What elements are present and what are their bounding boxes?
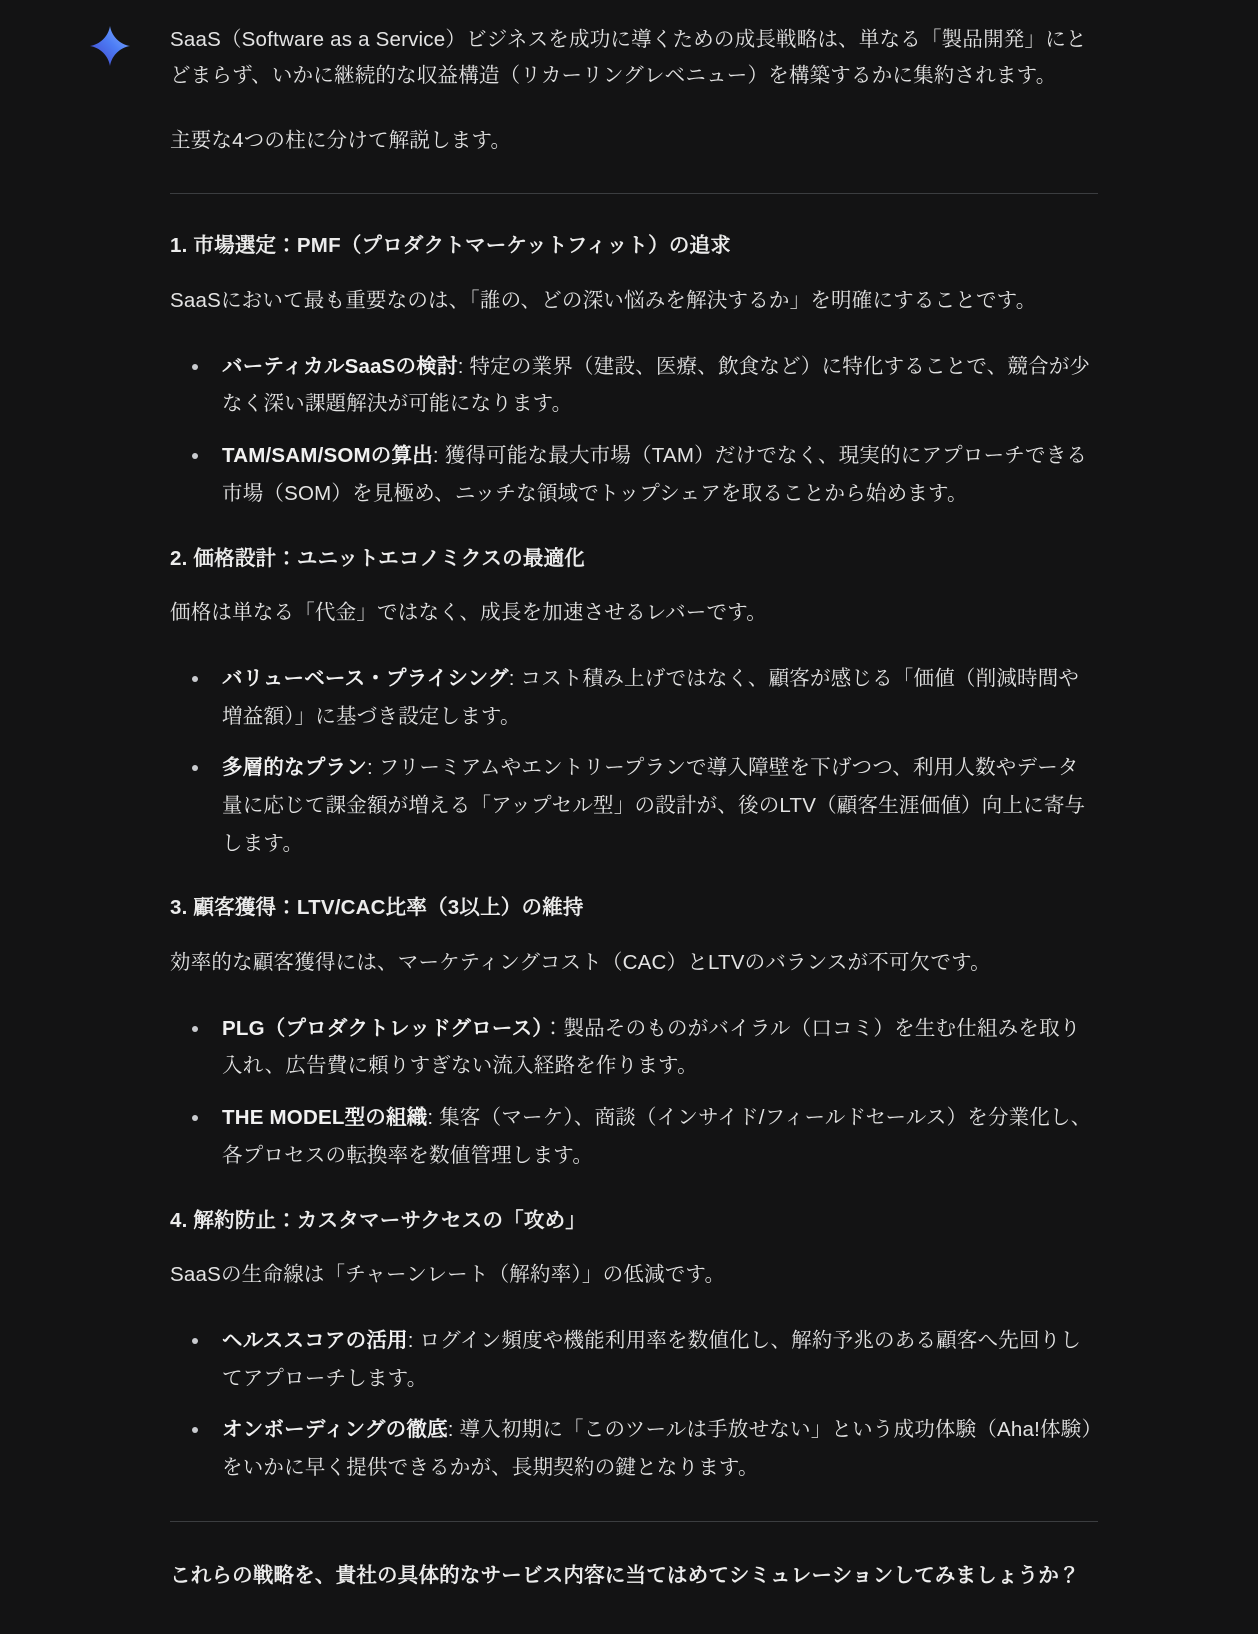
section-4-bullet-list [170, 1322, 1098, 1487]
message-body [170, 22, 1098, 1594]
bullet-item [170, 749, 1098, 862]
section-4-heading: 4. 解約防止：カスタマーサクセスの「攻め」 [170, 1208, 586, 1232]
bullet-item [170, 1099, 1098, 1174]
bullet-separator: : [427, 1106, 440, 1130]
bullet-item [170, 1411, 1098, 1486]
bullet-lead: バリューベース・プライシング [222, 666, 509, 690]
section-2-heading: 2. 価格設計：ユニットエコノミクスの最適化 [170, 546, 585, 570]
section-3 [170, 892, 1098, 1174]
top-divider [170, 193, 1098, 194]
section-1-bullet-list [170, 348, 1098, 513]
bullet-separator: : [366, 756, 379, 780]
bullet-lead: ヘルススコアの活用 [222, 1328, 408, 1352]
bullet-lead: THE MODEL型の組織 [222, 1106, 428, 1130]
bullet-text: ログイン頻度や機能利用率を数値化し、解約予兆のある顧客へ先回りしてアプローチします。 [222, 1328, 1082, 1390]
section-3-intro: 効率的な顧客獲得には、マーケティングコスト（CAC）とLTVのバランスが不可欠です。 [170, 951, 991, 975]
section-3-heading: 3. 顧客獲得：LTV/CAC比率（3以上）の維持 [170, 896, 584, 920]
bullet-lead: TAM/SAM/SOMの算出 [222, 444, 433, 468]
bullet-lead: バーティカルSaaSの検討 [222, 354, 458, 378]
bullet-lead: 多層的なプラン [222, 756, 367, 780]
bullet-item [170, 348, 1098, 423]
bullet-text: フリーミアムやエントリープランで導入障壁を下げつつ、利用人数やデータ量に応じて課金額が増える「アップセル型」の設計が、後のLTV（顧客生涯価値）向上に寄与します。 [222, 756, 1086, 855]
bullet-text: 特定の業界（建設、医療、飲食など）に特化することで、競合が少なく深い課題解決が可能になります。 [222, 354, 1091, 416]
bullet-item [170, 437, 1098, 512]
bullet-separator: : [407, 1328, 420, 1352]
intro-paragraph-1: SaaS（Software as a Service）ビジネスを成功に導くための成長戦略は、単なる「製品開発」にとどまらず、いかに継続的な収益構造（リカーリングレベニュー）を構築するかに集約されます。 [170, 28, 1087, 88]
bullet-lead: オンボーディングの徹底 [222, 1418, 448, 1442]
section-1-heading: 1. 市場選定：PMF（プロダクトマーケットフィット）の追求 [170, 234, 731, 258]
bullet-separator: : [447, 1418, 460, 1442]
section-1 [170, 230, 1098, 512]
bullet-item [170, 1010, 1098, 1085]
gemini-sparkle-icon [88, 24, 132, 68]
section-2-intro: 価格は単なる「代金」ではなく、成長を加速させるレバーです。 [170, 601, 767, 625]
bottom-divider [170, 1521, 1098, 1522]
section-4-intro: SaaSの生命線は「チャーンレート（解約率）」の低減です。 [170, 1263, 726, 1287]
bullet-item [170, 660, 1098, 735]
section-4 [170, 1205, 1098, 1487]
bullet-text: 製品そのものがバイラル（口コミ）を生む仕組みを取り入れ、広告費に頼りすぎない流入経路を作ります。 [222, 1016, 1081, 1078]
bullet-item [170, 1322, 1098, 1397]
section-1-intro: SaaSにおいて最も重要なのは、「誰の、どの深い悩みを解決するか」を明確にすることです。 [170, 289, 1037, 313]
bullet-lead: PLG（プロダクトレッドグロース） [222, 1016, 543, 1040]
section-2 [170, 543, 1098, 863]
bullet-text: 集客（マーケ）、商談（インサイド/フィールドセールス）を分業化し、各プロセスの転換率を数値管理します。 [222, 1106, 1092, 1167]
section-2-bullet-list [170, 660, 1098, 863]
bullet-text: コスト積み上げではなく、顧客が感じる「価値（削減時間や増益額）」に基づき設定します。 [222, 666, 1080, 728]
section-3-bullet-list [170, 1010, 1098, 1175]
intro-paragraph-2: 主要な4つの柱に分けて解説します。 [170, 128, 512, 152]
assistant-avatar [88, 24, 132, 68]
bullet-text: 導入初期に「このツールは手放せない」という成功体験（Aha!体験）をいかに早く提供できるかが、長期契約の鍵となります。 [222, 1418, 1092, 1480]
bullet-text: 獲得可能な最大市場（TAM）だけでなく、現実的にアプローチできる市場（SOM）を見極め、ニッチな領域でトップシェアを取ることから始めます。 [222, 444, 1088, 505]
bullet-separator: : [508, 666, 521, 690]
bullet-separator: : [432, 444, 445, 468]
closing-question: これらの戦略を、貴社の具体的なサービス内容に当てはめてシミュレーションしてみましょうか？ [170, 1563, 1080, 1587]
bullet-separator: : [457, 354, 470, 378]
bullet-separator: ： [542, 1016, 564, 1040]
